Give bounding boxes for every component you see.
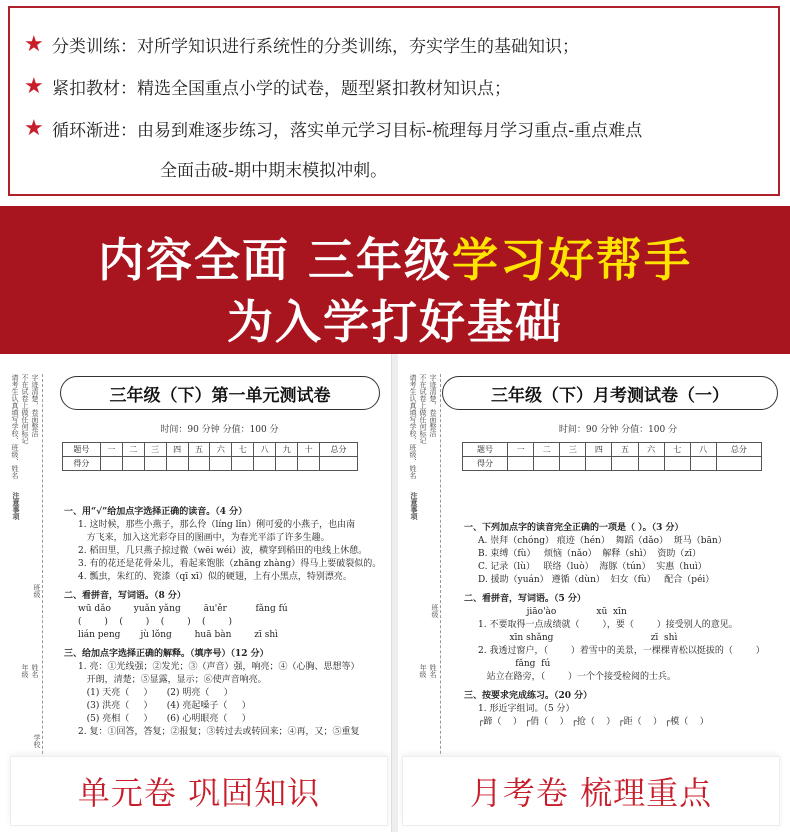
question-line: 2. 稻田里，几只燕子掠过微（wēi wéi）波，横穿到稻田的电线上休憩。 [78,546,368,556]
question-line: wū dǎo yuǎn yǎng āu'ěr fǎng fú [78,604,288,614]
question-line: 方飞来，加入这光彩夺目的图画中，为春光平添了许多生趣。 [78,533,330,543]
score-header-cell: 四 [586,443,612,457]
score-cell[interactable] [210,457,232,471]
score-header-cell: 五 [188,443,210,457]
feature-text: 对所学知识进行系统性的分类训练，夯实学生的基础知识； [137,37,579,57]
question-line: 站立在路旁，（ ）一个个接受检阅的士兵。 [478,672,676,682]
side-note: 请考生认真填写学校、班级、姓名 [409,374,417,479]
section-title: 一、用“√”给加点字选择正确的读音。（4 分） [64,507,248,517]
question-line: A. 崇拜（chóng） 痕迹（hén） 舞蹈（dǎo） 斑马（bān） [478,536,727,546]
score-header-cell: 八 [254,443,276,457]
score-cell[interactable] [100,457,122,471]
star-icon: ★ [24,74,44,99]
score-header-cell: 四 [166,443,188,457]
score-cell[interactable] [320,457,358,471]
score-header-cell: 题号 [463,443,508,457]
score-header-cell: 一 [100,443,122,457]
star-icon: ★ [24,116,44,141]
feature-label: 紧扣教材： [52,79,137,99]
paper-title: 三年级（下）第一单元测试卷 [60,376,380,410]
side-label-grade: 年级 [419,664,427,678]
side-notes [8,374,48,774]
score-cell[interactable] [716,457,761,471]
section-title: 三、给加点字选择正确的解释。（填序号）（12 分） [64,649,269,659]
question-line: ( ) ( ) ( ) ( ) [78,617,232,627]
score-header-cell: 二 [122,443,144,457]
score-header-cell: 九 [276,443,298,457]
banner-headline [0,224,790,290]
question-line: 1. 亮：①光线强；②发光；③（声音）强，响亮；④（心胸、思想等） [78,662,360,672]
side-note: 不在试卷上做任何标记 [21,374,29,444]
score-cell[interactable] [122,457,144,471]
feature-label: 循环渐进： [52,121,137,141]
feature-text: 由易到难逐步练习，落实单元学习目标-梳理每月学习重点-重点难点 [137,121,643,141]
score-cell[interactable] [612,457,638,471]
score-header-cell: 三 [560,443,586,457]
score-header-cell: 七 [664,443,690,457]
question-line: 1. 不要取得一点成绩就（ ），要（ ）接受别人的意见。 [478,620,738,630]
question-line: C. 记录（lù） 联络（luò） 海豚（tún） 实惠（huì） [478,562,707,572]
question-line: ┌蹄（ ） ┌俏（ ） ┌抢（ ） ┌距（ ） ┌模（ ） [478,717,709,727]
question-line: 3. 有的花还是花骨朵儿，看起来饱胀（zhāng zhàng）得马上要破裂似的。 [78,559,381,569]
score-header-cell: 六 [210,443,232,457]
question-line: xīn shǎng zī shì [478,633,678,643]
feature-box [8,6,780,196]
score-table [462,442,762,471]
question-line: lián peng jù lǒng huā bàn zī shì [78,630,279,640]
paper-title: 三年级（下）月考测试卷（一） [442,376,778,410]
score-header-cell: 三 [144,443,166,457]
score-header-cell: 总分 [320,443,358,457]
score-header-row [63,443,358,457]
score-header-cell: 一 [508,443,534,457]
question-line: B. 束缚（fù） 烦恼（nǎo） 解释（shì） 资助（zī） [478,549,701,559]
caption-monthly-test: 月考卷 梳理重点 [402,756,780,826]
score-header-cell: 六 [638,443,664,457]
side-note: 不在试卷上做任何标记 [419,374,427,444]
question-line: 1. 形近字组词。（5 分） [478,704,575,714]
binding-line [42,374,43,794]
score-cell[interactable] [560,457,586,471]
binding-line [440,374,441,794]
side-label-class: 班级 [33,584,41,598]
side-label-name: 姓名 [429,664,437,678]
score-header-row [463,443,762,457]
side-note: 字迹清楚，卷面整洁 [31,374,39,437]
promo-banner [0,206,790,354]
score-header-cell: 七 [232,443,254,457]
section-title: 三、按要求完成练习。（20 分） [464,691,593,701]
side-label-class: 班级 [431,604,439,618]
banner-headline-yellow: 学习好帮手 [452,233,692,287]
question-line: 4. 瓢虫，朱红的、瓷漆（qī xī）似的硬翅，上有小黑点，特别漂亮。 [78,572,352,582]
score-row-label: 得分 [63,457,101,471]
side-note: 字迹清楚，卷面整洁 [429,374,437,437]
question-line: 开朗，清楚；⑤显露，显示；⑥使声音响亮。 [78,675,267,685]
question-line: jiāo'ào xū xīn [478,607,627,617]
score-cell[interactable] [508,457,534,471]
score-header-cell: 八 [690,443,716,457]
feature-text: 精选全国重点小学的试卷，题型紧扣教材知识点； [137,79,511,99]
question-line: (1) 天亮（ ） (2) 明亮（ ） [78,688,233,698]
section-title: 二、看拼音，写词语。（8 分） [64,591,186,601]
banner-headline-white: 内容全面 三年级 [97,233,452,287]
question-line: 2. 复：①回答，答复；②报复；③转过去或转回来；④再，又；⑤重复 [78,727,360,737]
score-cell[interactable] [586,457,612,471]
score-cell[interactable] [690,457,716,471]
score-value-row [63,457,358,471]
section-title: 二、看拼音，写词语。（5 分） [464,594,586,604]
feature-item [24,32,579,57]
side-label-school: 学校 [33,734,41,748]
question-line: 2. 我透过窗户，（ ）着雪中的美景，一棵棵青松以挺拔的（ ） [478,646,765,656]
feature-continuation: 全面击破-期中期末模拟冲刺。 [160,161,388,181]
question-line: 1. 这时候，那些小燕子，那么伶（líng lǐn）俐可爱的小燕子，也由南 [78,520,356,530]
side-notes [406,374,446,774]
score-row-label: 得分 [463,457,508,471]
score-cell[interactable] [232,457,254,471]
score-cell[interactable] [144,457,166,471]
exam-meta: 时间：90 分钟 分值：100 分 [160,425,279,435]
question-line: D. 援助（yuán） 遵循（dùn） 妇女（fù） 配合（péi） [478,575,715,585]
score-cell[interactable] [276,457,298,471]
side-label-grade: 年级 [21,664,29,678]
banner-subline: 为入学打好基础 [227,295,563,349]
score-header-cell: 总分 [716,443,761,457]
side-label-name: 姓名 [31,664,39,678]
star-icon: ★ [24,32,44,57]
question-line: (5) 亮相（ ） (6) 心明眼亮（ ） [78,714,251,724]
exam-meta: 时间：90 分钟 分值：100 分 [558,425,678,435]
score-cell[interactable] [166,457,188,471]
score-cell[interactable] [188,457,210,471]
caption-unit-test: 单元卷 巩固知识 [10,756,388,826]
score-header-cell: 题号 [63,443,101,457]
score-cell[interactable] [298,457,320,471]
question-line: (3) 洪亮（ ） (4) 亮起嗓子（ ） [78,701,251,711]
score-cell[interactable] [254,457,276,471]
paper-content [64,500,381,739]
feature-item [24,74,511,99]
score-value-row [463,457,762,471]
question-line: fǎng fú [478,659,551,669]
feature-item [24,116,642,141]
score-header-cell: 十 [298,443,320,457]
side-label-notice: 注意事项 [12,492,21,520]
score-cell[interactable] [664,457,690,471]
score-cell[interactable] [638,457,664,471]
score-header-cell: 二 [534,443,560,457]
score-table [62,442,358,471]
section-title: 一、下列加点字的读音完全正确的一项是（ ）。（3 分） [464,523,684,533]
paper-content [464,516,780,729]
side-label-notice: 注意事项 [410,492,419,520]
feature-label: 分类训练： [52,37,137,57]
score-header-cell: 五 [612,443,638,457]
score-cell[interactable] [534,457,560,471]
side-note: 请考生认真填写学校、班级、姓名 [11,374,19,479]
